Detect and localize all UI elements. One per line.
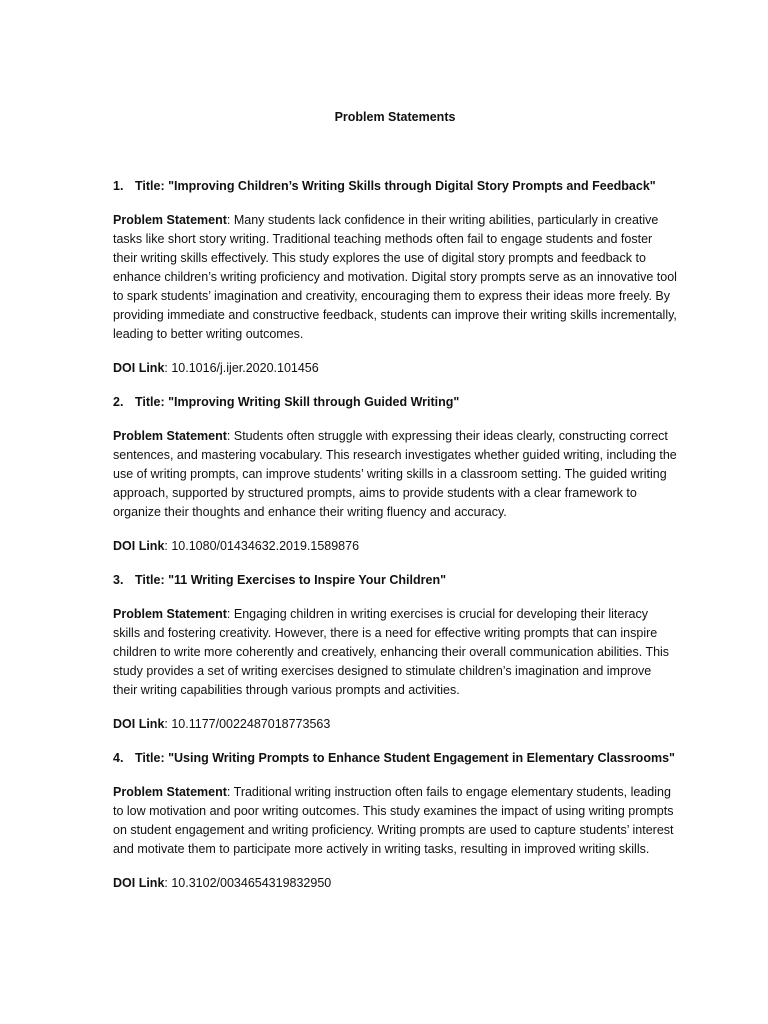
- doi-value: : 10.1177/0022487018773563: [164, 717, 331, 731]
- problem-statement-text: : Traditional writing instruction often fails to engage elementary students, leading to low motivation and poor writing outcomes. This study examines the impact of using writing prompts on student engagement and writing proficiency. Writing prompts are used to capture students’ interest and motivate them to participate more actively in writing tasks, resulting in improved writing skills.: [113, 785, 674, 856]
- doi-line: [113, 537, 678, 556]
- problem-statement: [113, 783, 678, 859]
- item-number: 4.: [113, 751, 124, 765]
- item-title: [113, 571, 678, 590]
- page-title: Problem Statements: [334, 110, 456, 124]
- problem-statement-label: Problem Statement: [113, 785, 227, 799]
- item-title: [113, 177, 678, 196]
- problem-statement-label: Problem Statement: [113, 607, 227, 621]
- problem-statement-text: : Students often struggle with expressing their ideas clearly, constructing correct sentences, and mastering vocabulary. This research investigates whether guided writing, including the use of writing prompts, can improve students’ writing skills in a classroom setting. The guided writing approach, supported by structured prompts, aims to provide students with a clear framework to organize their thoughts and enhance their writing fluency and accuracy.: [113, 429, 677, 519]
- doi-line: [113, 715, 678, 734]
- problem-statement: [113, 605, 678, 700]
- doi-value: : 10.1080/01434632.2019.1589876: [164, 539, 360, 553]
- doi-value: : 10.1016/j.ijer.2020.101456: [164, 361, 319, 375]
- item-title-text: Title: "11 Writing Exercises to Inspire Your Children": [135, 573, 447, 587]
- problem-statement: [113, 211, 678, 344]
- doi-line: [113, 874, 678, 893]
- doi-label: DOI Link: [113, 539, 165, 553]
- item-number: 3.: [113, 573, 124, 587]
- doi-value: : 10.3102/0034654319832950: [164, 876, 332, 890]
- item-number: 2.: [113, 395, 124, 409]
- item-title: [113, 749, 678, 768]
- problem-statement: [113, 427, 678, 522]
- problem-item-2: [113, 393, 678, 556]
- doi-label: DOI Link: [113, 361, 165, 375]
- item-title-text: Title: "Using Writing Prompts to Enhance Student Engagement in Elementary Classrooms": [135, 751, 675, 765]
- item-title: [113, 393, 678, 412]
- item-number: 1.: [113, 179, 124, 193]
- item-title-text: Title: "Improving Children’s Writing Skills through Digital Story Prompts and Feedback": [135, 179, 656, 193]
- problem-item-3: [113, 571, 678, 734]
- doi-line: [113, 359, 678, 378]
- doi-label: DOI Link: [113, 876, 165, 890]
- problem-item-1: [113, 177, 678, 378]
- problem-statement-text: : Many students lack confidence in their writing abilities, particularly in creative tasks like short story writing. Traditional teaching methods often fail to engage students and foster their writing skills effectively. This study explores the use of digital story prompts and feedback to enhance children’s writing proficiency and motivation. Digital story prompts serve as an innovative tool to spark students’ imagination and creativity, encouraging them to express their ideas more freely. By providing immediate and constructive feedback, students can improve their writing skills incrementally, leading to better writing outcomes.: [113, 213, 677, 341]
- problem-statement-label: Problem Statement: [113, 213, 227, 227]
- doi-label: DOI Link: [113, 717, 165, 731]
- problem-statement-label: Problem Statement: [113, 429, 227, 443]
- item-title-text: Title: "Improving Writing Skill through Guided Writing": [135, 395, 460, 409]
- problem-statement-text: : Engaging children in writing exercises is crucial for developing their literacy skills and fostering creativity. However, there is a need for effective writing prompts that can inspire children to write more coherently and creatively, enhancing their overall communication abilities. This study provides a set of writing exercises designed to stimulate children’s imagination and improve their writing capabilities through various prompts and activities.: [113, 607, 670, 697]
- document-body: [113, 177, 678, 908]
- problem-item-4: [113, 749, 678, 893]
